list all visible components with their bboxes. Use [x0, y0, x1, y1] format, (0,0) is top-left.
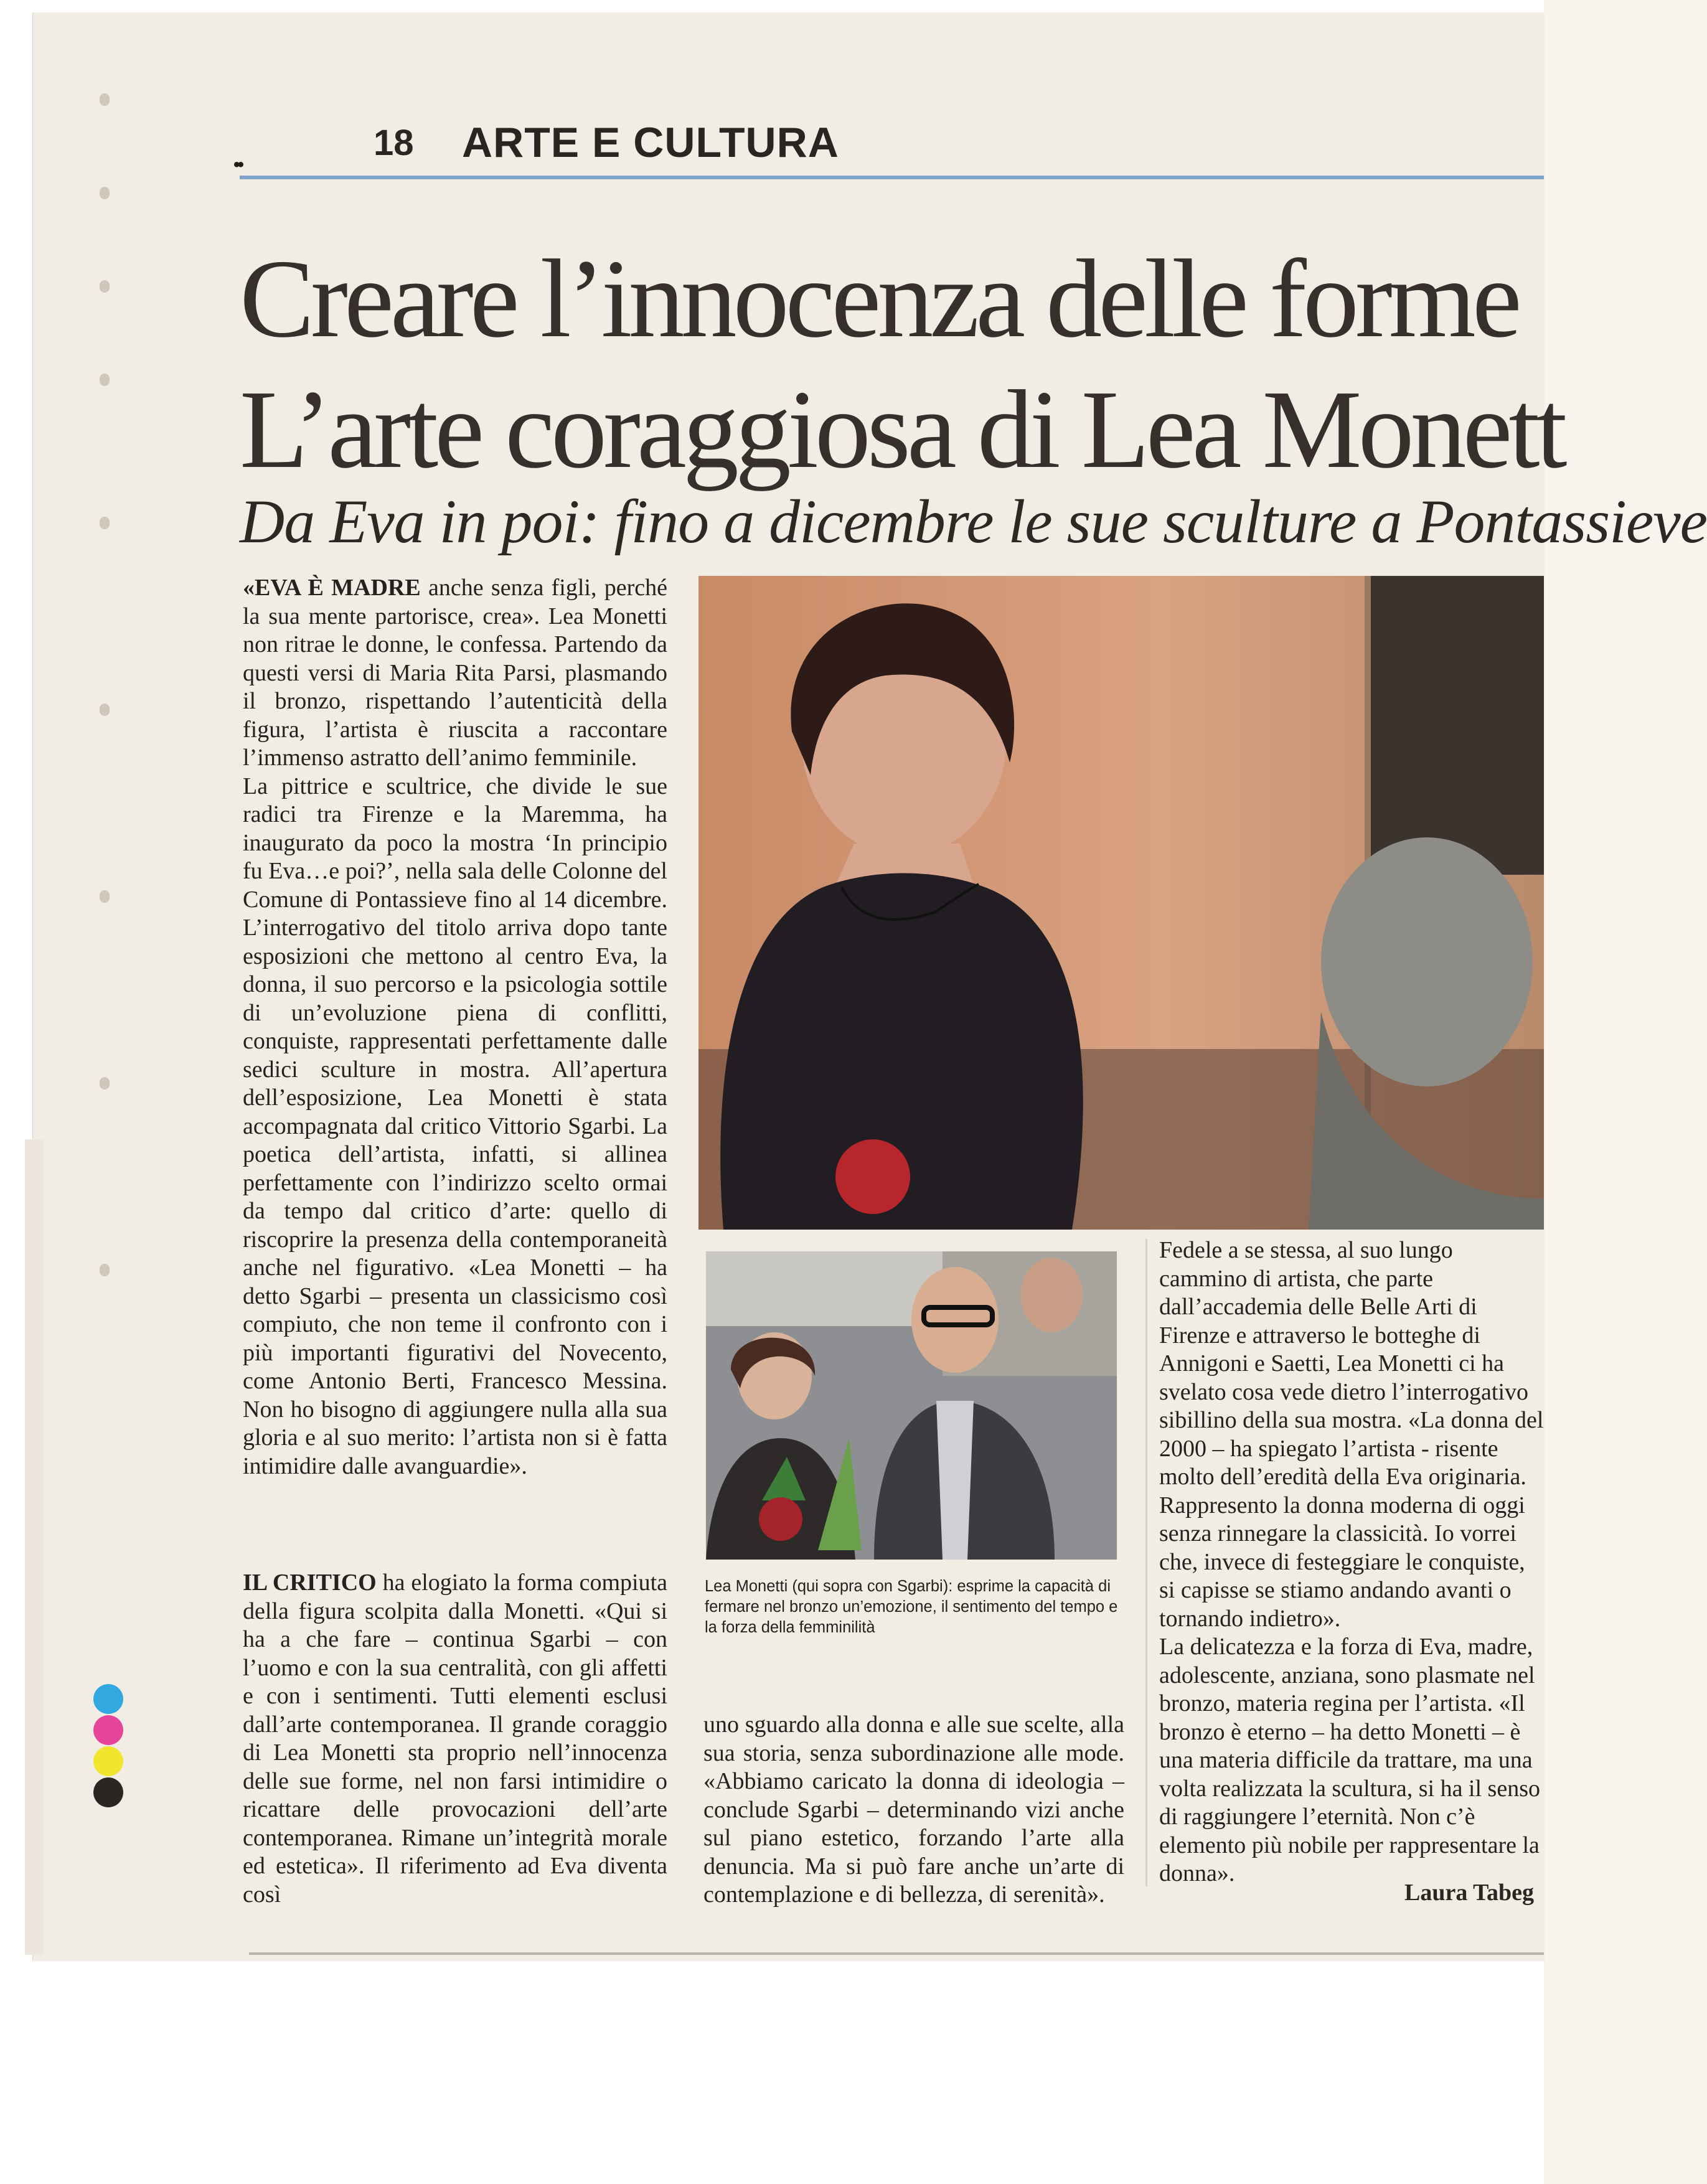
headline-line-1: Creare l’innocenza delle forme	[240, 237, 1518, 360]
section-title: ARTE E CULTURA	[462, 119, 839, 166]
registration-mark-black	[93, 1777, 123, 1807]
portrait-photo	[698, 576, 1544, 1230]
photo-caption: Lea Monetti (qui sopra con Sgarbi): esprime la capacità di fermare nel bronzo un’emozione, il sentimento del tempo e la forza della femminilità	[705, 1578, 1118, 1636]
section-lead: IL CRITICO	[243, 1570, 377, 1596]
article-column-2	[703, 1711, 1124, 1909]
photo-with-sgarbi	[706, 1251, 1117, 1560]
header-marker: ••	[233, 154, 242, 175]
paragraph-2: La pittrice e scultrice, che divide le sue radici tra Firenze e la Maremma, ha inaugurato da poco la mostra ‘In principio fu Eva…e poi?’, nella sala delle Colonne del Comune di Pontassieve fino al 14 dicembre. L’interrogativo del titolo arriva dopo tante esposizioni che mettono al centro Eva, la donna, il suo percorso e la psicologia sottile di un’evoluzione piena di conflitti, conquiste, rappresentati perfettamente dalle sedici sculture in mostra. All’apertura dell’esposizione, Lea Monetti è stata accompagnata dal critico Vittorio Sgarbi. La poetica dell’artista, infatti, si allinea perfettamente con l’indirizzo scelto ormai da tempo dal critico d’arte: quello di riscoprire la presenza della contemporaneità anche nel figurativo. «Lea Monetti – ha detto Sgarbi – presenta un classicismo così compiuto, che non teme il confronto con i più importanti figurativi del Novecento, come Antonio Berti, Francesco Messina. Non ho bisogno di aggiungere nulla alla sua gloria e al suo merito: l’artista non si è fatta intimidire dalle avanguardie».	[243, 773, 667, 1479]
registration-mark-cyan	[93, 1684, 123, 1714]
paragraph-3-text: ha elogiato la forma compiuta della figura scolpita dalla Monetti. «Qui si ha a che fare – continua Sgarbi – con l’uomo e con la sua centralità, con gli affetti e con i sentimenti. Tutti elementi esclusi dall’arte contemporanea. Il grande coraggio di Lea Monetti sta proprio nell’innocenza delle sue forme, nel non farsi intimidire o ricattare delle provocazioni dell’arte contemporanea. Rimane un’integrità morale ed estetica». Il riferimento ad Eva diventa così	[243, 1570, 667, 1908]
intro-text: anche senza figli, perché la sua mente partorisce, crea». Lea Monetti non ritrae le donne, le confessa. Partendo da questi versi di Maria Rita Parsi, plasmando il bronzo, rispettando l’autenticità della figura, l’artista è riuscita a raccontare l’immenso astratto dell’animo femminile.	[243, 575, 667, 771]
article-column-1	[243, 574, 667, 1480]
column-divider	[1145, 1239, 1147, 1886]
paragraph-4: uno sguardo alla donna e alle sue scelte, alla sua storia, senza subordinazione alle mode. «Abbiamo caricato la donna di ideologia – conclude Sgarbi – determinando vizi anche sul piano estetico, forzando l’arte alla denuncia. Ma si può fare anche un’arte di contemplazione e di bellezza, di serenità».	[703, 1711, 1124, 1908]
bottom-rule	[249, 1952, 1544, 1955]
registration-mark-magenta	[93, 1715, 123, 1745]
article-column-1-lower	[243, 1569, 667, 1909]
paragraph-3	[243, 1569, 667, 1909]
paragraph-intro	[243, 574, 667, 773]
drop-lead: «EVA È MADRE	[243, 575, 421, 601]
headline-line-2: L’arte coraggiosa di Lea Monett	[240, 367, 1564, 491]
paragraph-5: Fedele a se stessa, al suo lungo cammino di artista, che parte dall’accademia delle Belle Arti di Firenze e attraverso le botteghe di Annigoni e Saetti, Lea Monetti ci ha svelato cosa vede dietro l’interrogativo sibillino della sua mostra. «La donna del 2000 – ha spiegato l’artista - risente molto dell’eredità della Eva originaria. Rappresento la donna moderna di oggi senza rinnegare la classicità. Io vorrei che, invece di festeggiare le conquiste, si capisse se stiamo andando avanti o tornando indietro».	[1159, 1237, 1544, 1632]
paragraph-6: La delicatezza e la forza di Eva, madre, adolescente, anziana, sono plasmate nel bronzo, materia regina per l’artista. «Il bronzo è eterno – ha detto Monetti – è una materia difficile da trattare, ma una volta realizzata la scultura, si ha il senso di raggiungere l’eternità. Non c’è elemento più nobile per rappresentare la donna».	[1159, 1634, 1540, 1886]
author-byline: Laura Tabeg	[1404, 1880, 1535, 1906]
registration-mark-yellow	[93, 1746, 123, 1776]
page-edge	[25, 1139, 44, 1955]
article-column-3	[1159, 1236, 1544, 1886]
header-rule	[240, 176, 1544, 179]
subheadline: Da Eva in poi: fino a dicembre le sue sculture a Pontassieve	[240, 487, 1707, 556]
page-number: 18	[374, 123, 414, 163]
